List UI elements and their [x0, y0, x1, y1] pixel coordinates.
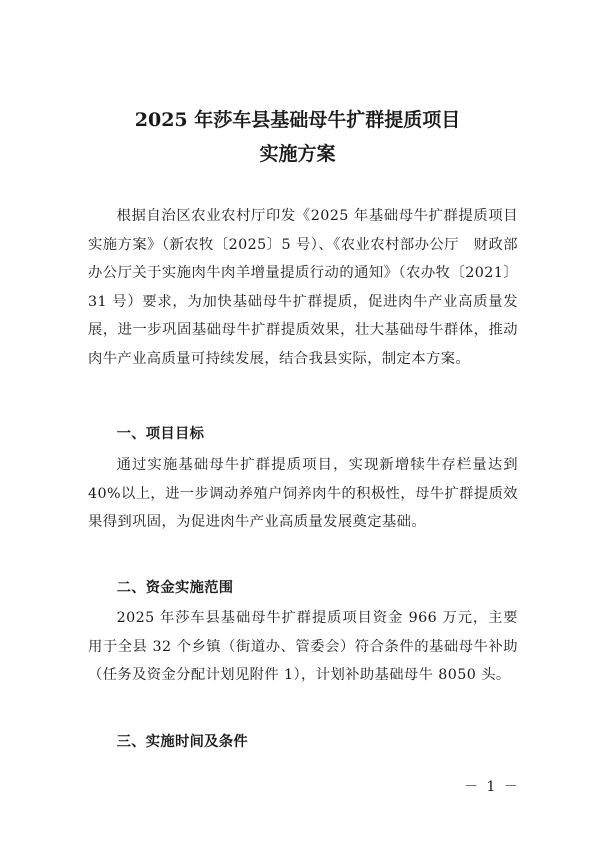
section-heading-project-goals: 一、项目目标 — [116, 426, 205, 442]
document-title-line-2: 实施方案 — [259, 143, 336, 165]
section-body-project-goals: 通过实施基础母牛扩群提质项目，实现新增犊牛存栏量达到 40%以上，进一步调动养殖户饲养肉牛的积极性，母牛扩群提质效果得到巩固，为促进肉牛产业高质量发展奠定基础。 — [88, 457, 518, 531]
page-number: － 1 － — [464, 779, 520, 795]
intro-paragraph: 根据自治区农业农村厅印发《2025 年基础母牛扩群提质项目实施方案》（新农牧〔2025〕5 号）、《农业农村部办公厅 财政部办公厅关于实施肉牛肉羊增量提质行动的通知》（农办牧〔2021〕31 号）要求，为加快基础母牛扩群提质，促进肉牛产业高质量发展，进一步巩固基础母牛扩群提质效果，壮大基础母牛群体，推动肉牛产业高质量可持续发展，结合我县实际，制定本方案。 — [88, 208, 518, 367]
section-heading-timing-conditions: 三、实施时间及条件 — [116, 734, 248, 750]
section-body-funding-scope: 2025 年莎车县基础母牛扩群提质项目资金 966 万元，主要用于全县 32 个乡镇（街道办、管委会）符合条件的基础母牛补助（任务及资金分配计划见附件 1），计划补助基础母牛 8050 头。 — [88, 610, 518, 684]
document-title-line-1: 2025 年莎车县基础母牛扩群提质项目 — [134, 109, 461, 131]
section-heading-funding-scope: 二、资金实施范围 — [116, 580, 234, 596]
